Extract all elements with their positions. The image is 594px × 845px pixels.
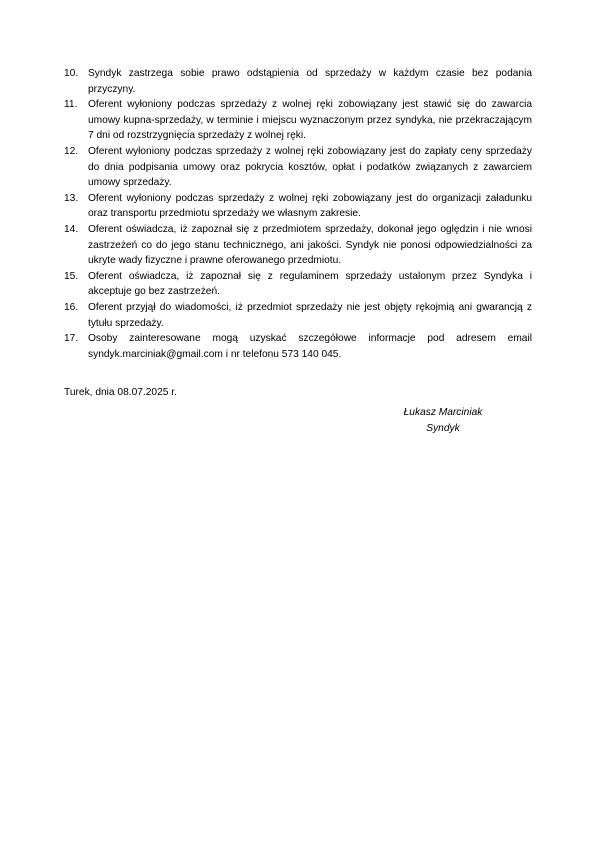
item-text: Oferent wyłoniony podczas sprzedaży z wolnej ręki zobowiązany jest do zapłaty ceny sprzedaży do dnia podpisania umowy oraz pokrycia kosztów, opłat i podatków związanych z zawarciem umowy sprzedaży. [88, 145, 532, 189]
terms-item [64, 331, 532, 362]
item-text: Osoby zainteresowane mogą uzyskać szczegółowe informacje pod adresem email syndyk.marciniak@gmail.com i nr telefonu 573 140 045. [88, 333, 532, 360]
item-number: 12. [64, 145, 79, 157]
signature-block [378, 405, 508, 436]
terms-item [64, 66, 532, 97]
item-number: 14. [64, 223, 79, 235]
item-text: Syndyk zastrzega sobie prawo odstąpienia od sprzedaży w każdym czasie bez podania przyczyny. [88, 68, 532, 95]
terms-item [64, 97, 532, 144]
terms-item [64, 300, 532, 331]
item-number: 15. [64, 270, 79, 282]
item-text: Oferent oświadcza, iż zapoznał się z regulaminem sprzedaży ustalonym przez Syndyka i akceptuje go bez zastrzeżeń. [88, 270, 532, 298]
terms-item [64, 269, 532, 300]
terms-item [64, 191, 532, 222]
terms-item [64, 144, 532, 191]
place-and-date: Turek, dnia 08.07.2025 r. [64, 387, 177, 398]
item-text: Oferent wyłoniony podczas sprzedaży z wolnej ręki zobowiązany jest do organizacji załadunku oraz transportu przedmiotu sprzedaży we własnym zakresie. [88, 192, 532, 220]
item-number: 10. [64, 68, 79, 79]
signatory-role: Syndyk [426, 422, 460, 434]
terms-item [64, 222, 532, 269]
item-number: 16. [64, 301, 79, 313]
item-number: 17. [64, 333, 79, 345]
terms-list [64, 66, 532, 362]
item-text: Oferent przyjął do wiadomości, iż przedmiot sprzedaży nie jest objęty rękojmią ani gwarancją z tytułu sprzedaży. [88, 301, 532, 329]
item-number: 11. [64, 99, 78, 111]
signatory-name: Łukasz Marciniak [403, 407, 483, 418]
item-text: Oferent oświadcza, iż zapoznał się z przedmiotem sprzedaży, dokonał jego oględzin i nie wnosi zastrzeżeń co do jego stanu technicznego, ani jakości. Syndyk nie ponosi odpowiedzialności za ukryte wady fizyczne i prawne oferowanego przedmiotu. [88, 223, 532, 267]
item-text: Oferent wyłoniony podczas sprzedaży z wolnej ręki zobowiązany jest stawić się do zawarcia umowy kupna-sprzedaży, w terminie i miejscu wyznaczonym przez syndyka, nie przekraczającym 7 dni od rozstrzygnięcia sprzedaży z wolnej ręki. [88, 99, 532, 142]
item-number: 13. [64, 192, 79, 204]
